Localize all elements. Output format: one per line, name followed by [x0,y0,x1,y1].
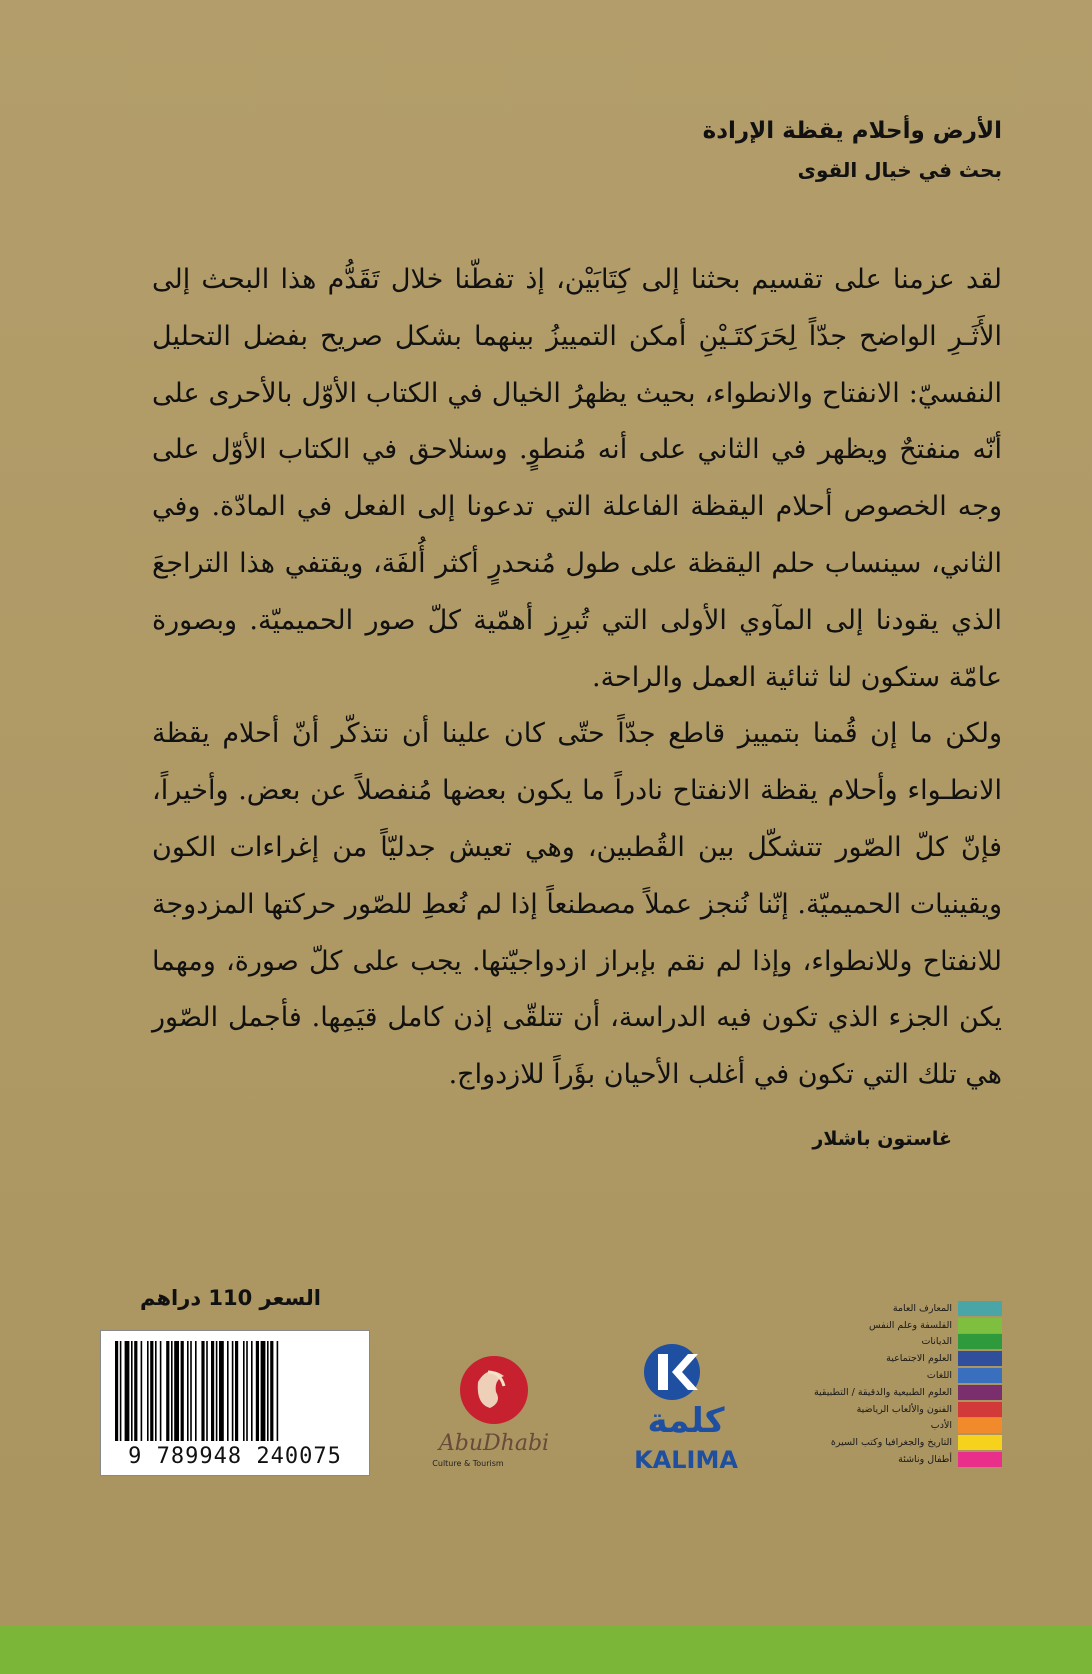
kalima-logo-graphic [620,1336,760,1476]
barcode-bar [160,1341,162,1441]
barcode-bar [141,1341,143,1441]
barcode-bar [232,1341,234,1441]
price-label: السعر 110 دراهم [140,1286,321,1310]
barcode-bar [187,1341,189,1441]
legend-row [780,1334,1002,1351]
legend-label: التاريخ والجغرافيا وكتب السيرة [830,1437,952,1449]
legend-row [780,1367,1002,1384]
barcode-bar [256,1341,259,1441]
barcode-bar [134,1341,137,1441]
legend-row [780,1384,1002,1401]
barcode-bar [120,1341,122,1441]
legend-label: الديانات [921,1336,952,1348]
kalima-logo-arabic: كلمة [647,1401,725,1441]
barcode-bar [190,1341,192,1441]
legend-swatch [958,1402,1002,1417]
barcode-bar [270,1341,273,1441]
barcode-bar [243,1341,245,1441]
barcode-bar [131,1341,133,1441]
green-bottom-strip [0,1626,1092,1674]
category-legend [780,1300,1002,1468]
barcode-bar [219,1341,224,1441]
barcode-bar [246,1341,248,1441]
abudhabi-logo-graphic [408,1342,578,1474]
legend-swatch [958,1301,1002,1316]
legend-swatch [958,1368,1002,1383]
legend-row [780,1434,1002,1451]
legend-row [780,1300,1002,1317]
barcode [100,1330,370,1476]
blurb-paragraph-2: ولكن ما إن قُمنا بتمييز قاطع جدّاً حتّى كان علينا أن نتذكّر أنّ أحلام يقظة الانطـواء وأحلام يقظة الانفتاح نادراً ما يكون بعضها مُنفصلاً عن بعض. وأخيراً، فإنّ كلّ الصّور تتشكّل بين القُطبين، وهي تعيش جدليّاً من إغراءات الكون ويقينيات الحميميّة. إنّنا نُنجز عملاً مصطنعاً إذا لم نُعطِ للصّور حركتها المزدوجة للانفتاح وللانطواء، وإذا لم نقم بإبراز ازدواجيّتها. يجب على كلّ صورة، ومهما يكن الجزء الذي تكون فيه الدراسة، أن تتلقّى إذن كامل قيَمِها. فأجمل الصّور هي تلك التي تكون في أغلب الأحيان بؤَراً للازدواج. [152,718,1002,1091]
abudhabi-logo-subtext: Culture & Tourism [432,1459,504,1468]
barcode-bar [125,1341,130,1441]
barcode-bar [181,1341,184,1441]
legend-label: الفنون والألعاب الرياضية [856,1403,952,1415]
barcode-bar [171,1341,173,1441]
barcode-bar [155,1341,157,1441]
barcode-bar [150,1341,153,1441]
book-subtitle: بحث في خيال القوى [797,158,1002,182]
barcode-bars [111,1341,359,1441]
legend-row [780,1401,1002,1418]
legend-swatch [958,1385,1002,1400]
legend-swatch [958,1334,1002,1349]
legend-row [780,1317,1002,1334]
barcode-number: 9 789948 240075 [128,1444,342,1469]
legend-label: أطفال وناشئة [898,1454,952,1466]
legend-row [780,1350,1002,1367]
legend-swatch [958,1318,1002,1333]
barcode-bar [227,1341,229,1441]
legend-swatch [958,1435,1002,1450]
legend-row [780,1451,1002,1468]
barcode-bar [147,1341,149,1441]
legend-swatch [958,1418,1002,1433]
legend-row [780,1418,1002,1435]
title-block [302,118,1002,182]
author-name: غاستون باشلار [812,1128,952,1150]
barcode-bar [235,1341,238,1441]
barcode-bar [195,1341,197,1441]
abudhabi-logo [408,1342,578,1474]
blurb-paragraph-1: لقد عزمنا على تقسيم بحثنا إلى كِتَابَيْن، إذ تفطّنا خلال تَقَدُّم هذا البحث إلى الأَثَـرِ الواضح جدّاً لِحَرَكتَـيْنِ أمكن التمييزُ بينهما بشكل صريح بفضل التحليل النفسيّ: الانفتاح والانطواء، بحيث يظهرُ الخيال في الكتاب الأوّل بالأحرى على أنّه منفتحٌ ويظهر في الثاني على أنه مُنطوٍ. وسنلاحق في الكتاب الأوّل على وجه الخصوص أحلام اليقظة الفاعلة التي تدعونا إلى الفعل في المادّة. وفي الثاني، سينساب حلم اليقظة على طول مُنحدرٍ أكثر أُلفَة، ويقتفي هذا التراجعَ الذي يقودنا إلى المآوي الأولى التي تُبرِز أهمّية كلّ صور الحميميّة. وبصورة عامّة ستكون لنا ثنائية العمل والراحة. [152,264,1002,693]
barcode-bar [115,1341,118,1441]
legend-label: الأدب [930,1420,952,1432]
barcode-bar [201,1341,204,1441]
book-title: الأرض وأحلام يقظة الإرادة [702,118,1002,144]
legend-label: المعارف العامة [892,1302,952,1314]
legend-label: اللغات [926,1370,952,1382]
legend-swatch [958,1452,1002,1467]
barcode-bar [174,1341,179,1441]
barcode-bar [261,1341,266,1441]
kalima-logo-latin: KALIMA [634,1446,738,1474]
legend-swatch [958,1351,1002,1366]
blurb-text [152,252,1002,1104]
barcode-bar [206,1341,208,1441]
legend-label: الفلسفة وعلم النفس [869,1319,952,1331]
barcode-bar [277,1341,279,1441]
legend-label: العلوم الاجتماعية [886,1353,952,1365]
barcode-bar [251,1341,253,1441]
abudhabi-logo-text: AbuDhabi [438,1431,550,1456]
barcode-bar [166,1341,169,1441]
legend-label: العلوم الطبيعية والدقيقة / التطبيقية [813,1386,952,1398]
barcode-bar [211,1341,214,1441]
kalima-logo [620,1336,760,1476]
barcode-bar [216,1341,218,1441]
barcode-bar [267,1341,269,1441]
